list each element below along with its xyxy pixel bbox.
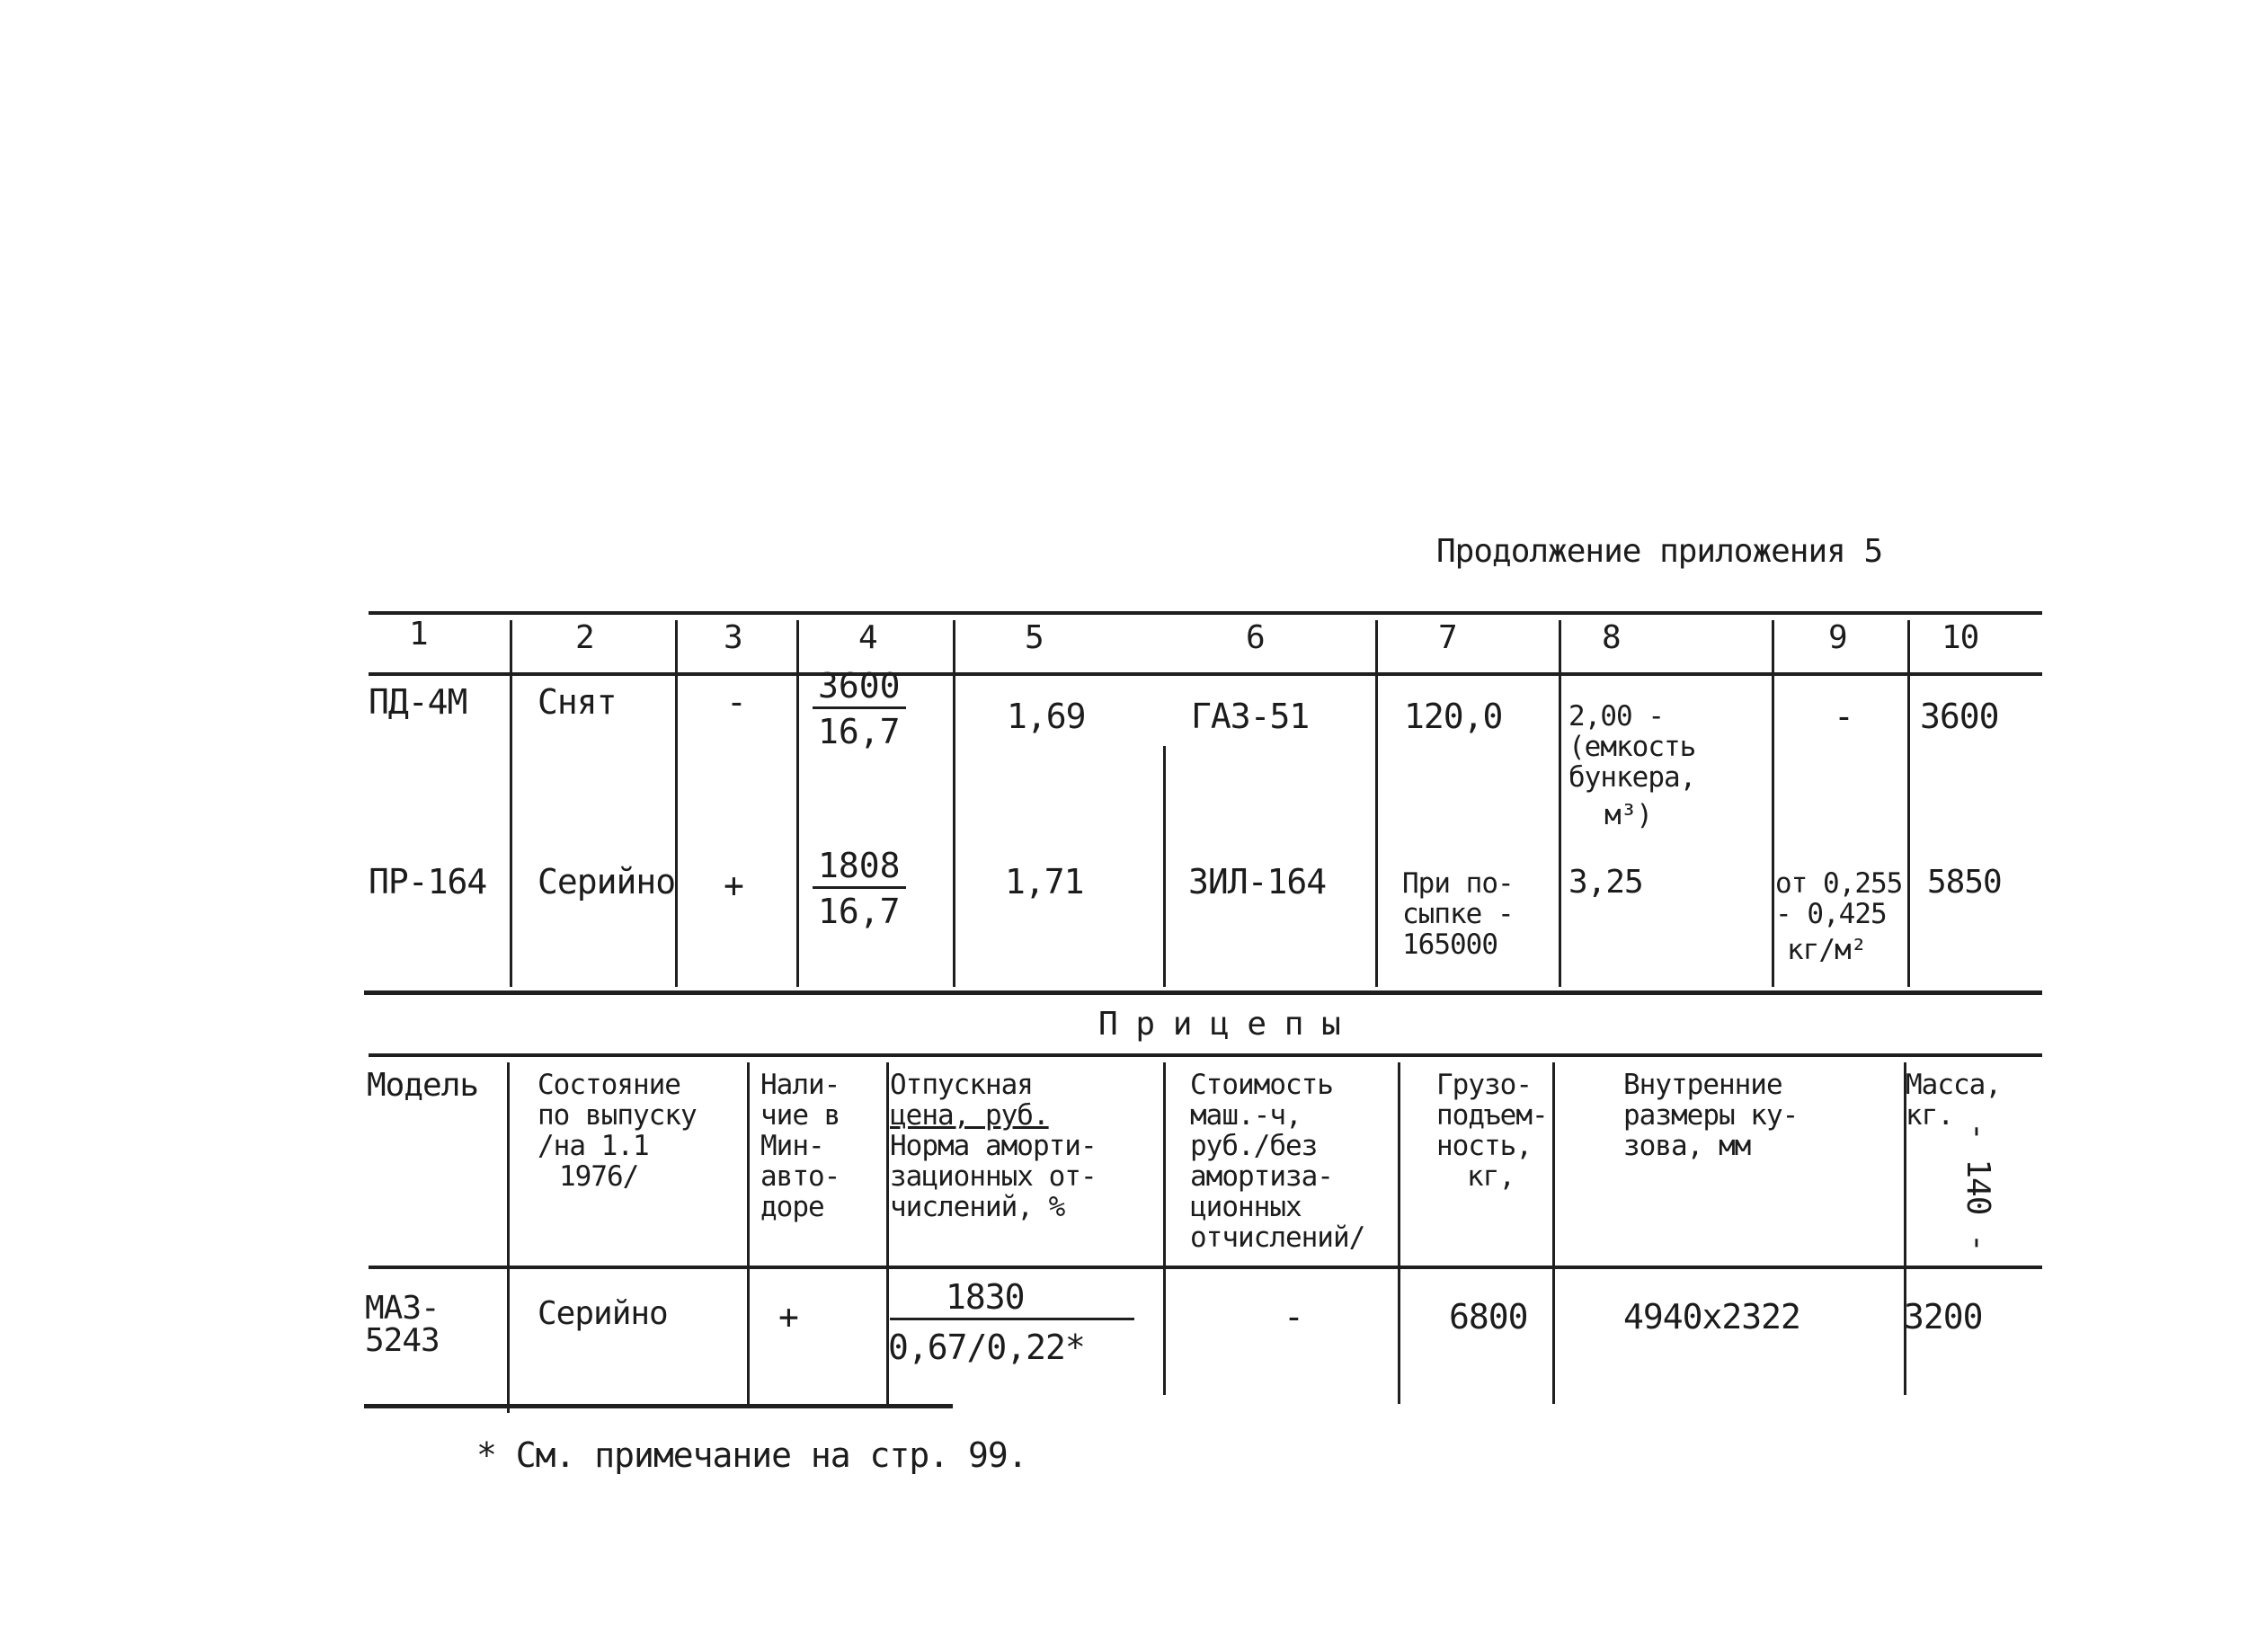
model-cell: ПД-4М bbox=[369, 682, 467, 722]
col10-cell: 5850 bbox=[1927, 864, 2002, 901]
section-title: П р и ц е п ы bbox=[1098, 1006, 1340, 1043]
mass-cell: 3200 bbox=[1904, 1297, 1983, 1337]
capacity-cell: 6800 bbox=[1449, 1297, 1528, 1337]
column-numbers-rule bbox=[369, 672, 2042, 676]
norm-value: 16,7 bbox=[818, 892, 901, 931]
column-number: 1 bbox=[409, 616, 428, 653]
cost-cell: - bbox=[1284, 1297, 1303, 1337]
dimensions-cell: 4940х2322 bbox=[1623, 1297, 1800, 1337]
column-number: 2 bbox=[575, 619, 594, 656]
page-number: - 140 - bbox=[1959, 1122, 1996, 1252]
document-page: Продолжение приложения 5 1 2 3 4 5 6 7 8 9 10 ПД-4М Снят - $\frac{3600}{16,7}$ 1,69 ГАЗ-51 120,0 2,00 - (емкость бункера, м³) - 3600 ПР-164 Серийно + $\frac{1808}{16,7}$ 1,71 ЗИЛ-164 При по- сыпке - 165000 3,25 от 0,255 - 0,425 кг/м² 5850 П р и ц е п ы Модель Состояние по выпуску /на 1.1 1976/ Нали- чие в Мин- авто- доре Отпускная цена, руб. Норма аморти- зационных от- числений, % Стоимость маш.-ч, руб./без амортиза- ционных отчислений/ Грузо- подъем- ность, кг, Внутренние размеры ку- зова, мм Масса, кг. МАЗ- 5243 Серийно + 1830 0,67/0,22* - 6800 4940х2322 3200 - 140 - * См. примечание на стр. 99. bbox=[0, 0, 2266, 1652]
price-norm-fraction bbox=[813, 666, 906, 751]
availability-cell: - bbox=[726, 682, 746, 722]
base-chassis-cell: ГАЗ-51 bbox=[1191, 697, 1310, 736]
status-cell: Серийно bbox=[538, 1295, 668, 1332]
status-cell: Серийно bbox=[538, 862, 676, 901]
fraction-rule bbox=[890, 1318, 1134, 1320]
norm-value: 0,67/0,22* bbox=[888, 1328, 1085, 1367]
price-value: 1808 bbox=[813, 848, 906, 889]
header-model: Модель bbox=[367, 1067, 479, 1104]
table-top-rule bbox=[369, 1053, 2042, 1057]
table-bottom-rule bbox=[364, 1404, 953, 1408]
footnote: * См. примечание на стр. 99. bbox=[476, 1435, 1027, 1475]
header-bottom-rule bbox=[369, 1266, 2042, 1269]
column-number: 8 bbox=[1602, 619, 1621, 656]
continuation-heading: Продолжение приложения 5 bbox=[1436, 533, 1883, 570]
column-number: 10 bbox=[1942, 619, 1979, 656]
status-cell: Снят bbox=[538, 682, 617, 722]
price-norm-fraction bbox=[813, 846, 906, 931]
availability-cell: + bbox=[778, 1297, 798, 1337]
column-number: 6 bbox=[1246, 619, 1265, 656]
column-number: 4 bbox=[858, 619, 877, 656]
norm-value: 16,7 bbox=[818, 712, 901, 751]
table-top-rule bbox=[369, 611, 2042, 615]
price-value: 3600 bbox=[813, 669, 906, 709]
base-chassis-cell: ЗИЛ-164 bbox=[1188, 862, 1327, 901]
model-cell: ПР-164 bbox=[369, 862, 487, 901]
col8-cell: 3,25 bbox=[1568, 864, 1643, 901]
column-number: 5 bbox=[1025, 619, 1044, 656]
col5-cell: 1,71 bbox=[1005, 862, 1084, 901]
table-bottom-rule bbox=[364, 990, 2042, 995]
column-number: 3 bbox=[724, 619, 742, 656]
price-value: 1830 bbox=[946, 1277, 1025, 1317]
col5-cell: 1,69 bbox=[1007, 697, 1086, 736]
col10-cell: 3600 bbox=[1920, 697, 1999, 736]
column-number: 9 bbox=[1828, 619, 1847, 656]
col9-cell: - bbox=[1834, 697, 1853, 736]
availability-cell: + bbox=[724, 866, 743, 905]
col7-cell: 120,0 bbox=[1404, 697, 1503, 736]
column-number: 7 bbox=[1438, 619, 1457, 656]
